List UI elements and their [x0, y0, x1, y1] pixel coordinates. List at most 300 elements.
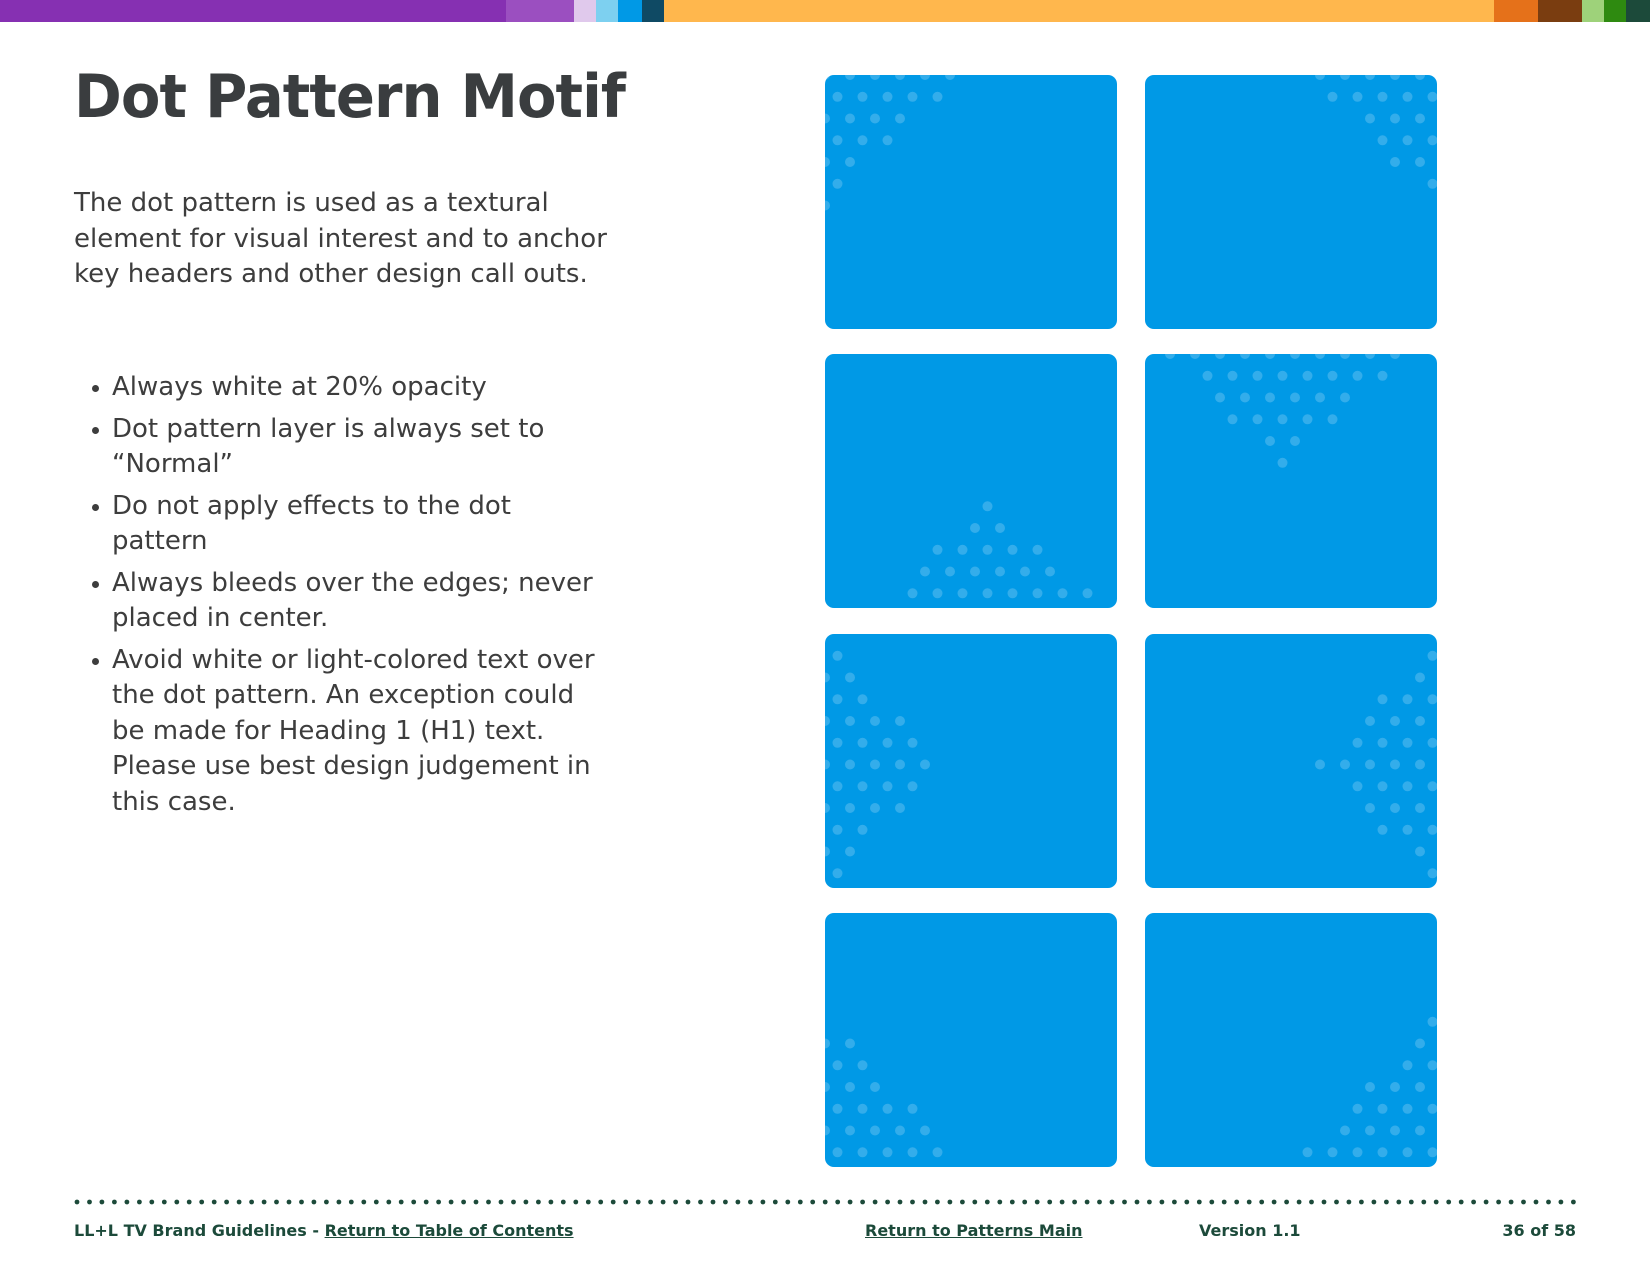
footer-dotted-divider	[74, 1198, 1576, 1206]
divider-dot	[948, 1200, 953, 1205]
pattern-dot	[1340, 1126, 1350, 1136]
pattern-dot	[895, 760, 905, 770]
divider-dot	[486, 1200, 491, 1205]
pattern-dot	[958, 588, 968, 598]
divider-dot	[1484, 1200, 1489, 1205]
pattern-dot	[1403, 738, 1413, 748]
divider-dot	[274, 1200, 279, 1205]
divider-dot	[860, 1200, 865, 1205]
pattern-dot	[1278, 371, 1288, 381]
dot-pattern-example-bottom-right	[1145, 913, 1437, 1167]
divider-dot	[598, 1200, 603, 1205]
pattern-dot	[833, 781, 843, 791]
divider-dot	[985, 1200, 990, 1205]
pattern-dot	[845, 803, 855, 813]
pattern-dot	[1340, 354, 1350, 359]
divider-dot	[436, 1200, 441, 1205]
divider-dot	[873, 1200, 878, 1205]
pattern-dot	[1033, 588, 1043, 598]
pattern-dot	[1390, 1082, 1400, 1092]
divider-dot	[361, 1200, 366, 1205]
dot-pattern-example-top-edge	[1145, 354, 1437, 608]
divider-dot	[761, 1200, 766, 1205]
color-bar-segment	[1604, 0, 1626, 22]
pattern-dot	[1378, 694, 1388, 704]
divider-dot	[1247, 1200, 1252, 1205]
pattern-dot	[1315, 393, 1325, 403]
divider-dot	[1284, 1200, 1289, 1205]
pattern-dot	[1378, 92, 1388, 102]
pattern-dot	[1315, 354, 1325, 359]
pattern-dot	[1278, 414, 1288, 424]
divider-dot	[848, 1200, 853, 1205]
footer-page-number: 36 of 58	[1502, 1221, 1576, 1240]
divider-dot	[112, 1200, 117, 1205]
pattern-dot	[908, 738, 918, 748]
divider-dot	[449, 1200, 454, 1205]
pattern-dot	[933, 545, 943, 555]
pattern-dot	[825, 1039, 830, 1049]
pattern-dot	[825, 114, 830, 124]
divider-dot	[1521, 1200, 1526, 1205]
pattern-dot	[958, 545, 968, 555]
pattern-dot	[1378, 1147, 1388, 1157]
pattern-dot	[833, 651, 843, 661]
pattern-dot	[1303, 414, 1313, 424]
dot-pattern-graphic	[1145, 913, 1437, 1167]
dot-pattern-example-right-edge	[1145, 634, 1437, 888]
divider-dot	[199, 1200, 204, 1205]
divider-dot	[1396, 1200, 1401, 1205]
pattern-dot	[833, 92, 843, 102]
pattern-dot	[825, 803, 830, 813]
dot-pattern-graphic	[1145, 75, 1437, 329]
divider-dot	[1297, 1200, 1302, 1205]
pattern-dot	[1215, 393, 1225, 403]
pattern-dot	[1315, 760, 1325, 770]
pattern-dot	[1428, 694, 1438, 704]
dot-pattern-example-bottom-left	[825, 913, 1117, 1167]
pattern-dot	[845, 760, 855, 770]
divider-dot	[623, 1200, 628, 1205]
intro-paragraph: The dot pattern is used as a textural element for visual interest and to anchor key headers and other design call outs.	[74, 188, 607, 289]
footer-brand-text: LL+L TV Brand Guidelines -	[74, 1221, 325, 1240]
pattern-dot	[883, 738, 893, 748]
divider-dot	[823, 1200, 828, 1205]
divider-dot	[1035, 1200, 1040, 1205]
pattern-dot	[845, 1039, 855, 1049]
pattern-dot	[858, 135, 868, 145]
pattern-dot	[1340, 393, 1350, 403]
divider-dot	[474, 1200, 479, 1205]
divider-dot	[673, 1200, 678, 1205]
patterns-main-link[interactable]: Return to Patterns Main	[865, 1221, 1083, 1240]
pattern-dot	[1428, 1060, 1438, 1070]
pattern-dot	[1290, 436, 1300, 446]
divider-dot	[1421, 1200, 1426, 1205]
pattern-dot	[1415, 1039, 1425, 1049]
pattern-dot	[1390, 760, 1400, 770]
pattern-dot	[1303, 1147, 1313, 1157]
pattern-dot	[825, 760, 830, 770]
pattern-dot	[1365, 114, 1375, 124]
pattern-dot	[945, 567, 955, 577]
pattern-dot	[1340, 75, 1350, 80]
pattern-dot	[1415, 75, 1425, 80]
dot-pattern-graphic	[825, 354, 1117, 608]
color-bar-segment	[1582, 0, 1604, 22]
bullet-icon	[92, 658, 99, 665]
pattern-dot	[870, 760, 880, 770]
pattern-dot	[1353, 781, 1363, 791]
divider-dot	[1372, 1200, 1377, 1205]
pattern-dot	[1378, 135, 1388, 145]
divider-dot	[785, 1200, 790, 1205]
divider-dot	[1022, 1200, 1027, 1205]
pattern-dot	[1428, 825, 1438, 835]
color-bar-segment	[574, 0, 596, 22]
pattern-dot	[895, 716, 905, 726]
pattern-dot	[1353, 1147, 1363, 1157]
pattern-dot	[858, 694, 868, 704]
divider-dot	[1122, 1200, 1127, 1205]
divider-dot	[137, 1200, 142, 1205]
divider-dot	[499, 1200, 504, 1205]
divider-dot	[1272, 1200, 1277, 1205]
pattern-dot	[1190, 354, 1200, 359]
divider-dot	[586, 1200, 591, 1205]
pattern-dot	[858, 738, 868, 748]
divider-dot	[923, 1200, 928, 1205]
divider-dot	[835, 1200, 840, 1205]
divider-dot	[1160, 1200, 1165, 1205]
pattern-dot	[870, 1126, 880, 1136]
divider-dot	[312, 1200, 317, 1205]
pattern-dot	[1278, 458, 1288, 468]
pattern-dot	[825, 673, 830, 683]
pattern-dot	[845, 1126, 855, 1136]
divider-dot	[661, 1200, 666, 1205]
toc-link[interactable]: Return to Table of Contents	[324, 1221, 574, 1240]
divider-dot	[1471, 1200, 1476, 1205]
divider-dot	[187, 1200, 192, 1205]
guideline-list	[74, 370, 614, 826]
divider-dot	[636, 1200, 641, 1205]
pattern-dot	[825, 201, 830, 211]
divider-dot	[1197, 1200, 1202, 1205]
divider-dot	[1459, 1200, 1464, 1205]
divider-dot	[1322, 1200, 1327, 1205]
dot-pattern-example-bottom-edge	[825, 354, 1117, 608]
color-bar-segment	[506, 0, 574, 22]
divider-dot	[224, 1200, 229, 1205]
pattern-dot	[1428, 651, 1438, 661]
pattern-dot	[933, 92, 943, 102]
pattern-dot	[1403, 1147, 1413, 1157]
pattern-dot	[1228, 371, 1238, 381]
bullet-icon	[92, 427, 99, 434]
divider-dot	[698, 1200, 703, 1205]
divider-dot	[125, 1200, 130, 1205]
divider-dot	[411, 1200, 416, 1205]
pattern-dot	[945, 75, 955, 80]
divider-dot	[1047, 1200, 1052, 1205]
pattern-dot	[1265, 436, 1275, 446]
dot-pattern-example-top-right	[1145, 75, 1437, 329]
divider-dot	[87, 1200, 92, 1205]
pattern-dot	[883, 1104, 893, 1114]
pattern-dot	[933, 1147, 943, 1157]
dot-pattern-example-top-left	[825, 75, 1117, 329]
pattern-dot	[1428, 135, 1438, 145]
pattern-dot	[895, 75, 905, 80]
pattern-dot	[895, 803, 905, 813]
footer-patterns	[865, 1221, 1082, 1240]
pattern-dot	[1390, 716, 1400, 726]
color-bar-segment	[664, 0, 1494, 22]
pattern-dot	[1403, 1060, 1413, 1070]
pattern-dot	[995, 523, 1005, 533]
divider-dot	[960, 1200, 965, 1205]
pattern-dot	[1415, 716, 1425, 726]
pattern-dot	[1378, 738, 1388, 748]
pattern-dot	[1240, 354, 1250, 359]
divider-dot	[386, 1200, 391, 1205]
divider-dot	[1559, 1200, 1564, 1205]
pattern-dot	[1365, 760, 1375, 770]
divider-dot	[1085, 1200, 1090, 1205]
pattern-dot	[908, 1147, 918, 1157]
divider-dot	[1571, 1200, 1576, 1205]
divider-dot	[1110, 1200, 1115, 1205]
pattern-dot	[970, 567, 980, 577]
pattern-dot	[858, 92, 868, 102]
divider-dot	[1534, 1200, 1539, 1205]
pattern-dot	[1328, 92, 1338, 102]
pattern-dot	[858, 1060, 868, 1070]
divider-dot	[1259, 1200, 1264, 1205]
pattern-dot	[1378, 371, 1388, 381]
divider-dot	[299, 1200, 304, 1205]
pattern-dot	[845, 673, 855, 683]
pattern-dot	[1415, 114, 1425, 124]
pattern-dot	[870, 75, 880, 80]
pattern-dot	[1353, 371, 1363, 381]
dot-pattern-example-left-edge	[825, 634, 1117, 888]
divider-dot	[686, 1200, 691, 1205]
pattern-dot	[883, 135, 893, 145]
pattern-dot	[825, 1126, 830, 1136]
pattern-dot	[870, 1082, 880, 1092]
divider-dot	[898, 1200, 903, 1205]
pattern-dot	[1415, 760, 1425, 770]
pattern-dot	[858, 825, 868, 835]
pattern-dot	[870, 114, 880, 124]
pattern-dot	[1428, 868, 1438, 878]
divider-dot	[75, 1200, 80, 1205]
divider-dot	[1222, 1200, 1227, 1205]
pattern-dot	[1415, 1082, 1425, 1092]
pattern-dot	[995, 567, 1005, 577]
divider-dot	[337, 1200, 342, 1205]
pattern-dot	[1215, 354, 1225, 359]
pattern-dot	[1203, 371, 1213, 381]
pattern-dot	[1415, 847, 1425, 857]
color-bar-segment	[642, 0, 664, 22]
pattern-dot	[825, 75, 830, 80]
divider-dot	[511, 1200, 516, 1205]
guideline-text: Always white at 20% opacity	[112, 372, 487, 402]
divider-dot	[1097, 1200, 1102, 1205]
pattern-dot	[1428, 179, 1438, 189]
dot-pattern-graphic	[825, 913, 1117, 1167]
guideline-text: Do not apply effects to the dot pattern	[112, 490, 511, 556]
divider-dot	[1359, 1200, 1364, 1205]
divider-dot	[748, 1200, 753, 1205]
divider-dot	[374, 1200, 379, 1205]
pattern-dot	[1353, 738, 1363, 748]
pattern-dot	[1020, 567, 1030, 577]
pattern-dot	[833, 825, 843, 835]
divider-dot	[536, 1200, 541, 1205]
pattern-dot	[908, 1104, 918, 1114]
pattern-dot	[1428, 738, 1438, 748]
pattern-dot	[983, 501, 993, 511]
divider-dot	[1060, 1200, 1065, 1205]
divider-dot	[287, 1200, 292, 1205]
pattern-dot	[1045, 567, 1055, 577]
pattern-dot	[920, 567, 930, 577]
divider-dot	[1334, 1200, 1339, 1205]
color-bar-segment	[1626, 0, 1650, 22]
pattern-dot	[833, 1060, 843, 1070]
divider-dot	[549, 1200, 554, 1205]
divider-dot	[1184, 1200, 1189, 1205]
divider-dot	[1234, 1200, 1239, 1205]
divider-dot	[1509, 1200, 1514, 1205]
pattern-dot	[1083, 588, 1093, 598]
divider-dot	[736, 1200, 741, 1205]
pattern-dot	[1253, 414, 1263, 424]
pattern-dot	[858, 1104, 868, 1114]
pattern-dot	[1008, 545, 1018, 555]
divider-dot	[1347, 1200, 1352, 1205]
divider-dot	[1135, 1200, 1140, 1205]
pattern-dot	[1378, 781, 1388, 791]
divider-dot	[810, 1200, 815, 1205]
divider-dot	[237, 1200, 242, 1205]
pattern-dot	[825, 157, 830, 167]
divider-dot	[1147, 1200, 1152, 1205]
divider-dot	[798, 1200, 803, 1205]
pattern-dot	[1403, 92, 1413, 102]
pattern-dot	[1033, 545, 1043, 555]
pattern-dot	[1428, 92, 1438, 102]
bullet-icon	[92, 581, 99, 588]
footer-brand	[74, 1221, 574, 1240]
pattern-dot	[1303, 371, 1313, 381]
pattern-dot	[1403, 135, 1413, 145]
pattern-dot	[883, 1147, 893, 1157]
pattern-dot	[1415, 673, 1425, 683]
pattern-dot	[1365, 716, 1375, 726]
pattern-dot	[1008, 588, 1018, 598]
pattern-dot	[895, 1126, 905, 1136]
pattern-dot	[1428, 1147, 1438, 1157]
pattern-dot	[1403, 1104, 1413, 1114]
dot-pattern-graphic	[1145, 634, 1437, 888]
pattern-dot	[1390, 1126, 1400, 1136]
guideline-item	[74, 370, 614, 406]
divider-dot	[910, 1200, 915, 1205]
dot-pattern-graphic	[1145, 354, 1437, 608]
divider-dot	[573, 1200, 578, 1205]
pattern-dot	[920, 1126, 930, 1136]
divider-dot	[399, 1200, 404, 1205]
pattern-dot	[845, 75, 855, 80]
pattern-dot	[845, 157, 855, 167]
pattern-dot	[1228, 414, 1238, 424]
pattern-dot	[1428, 1017, 1438, 1027]
pattern-dot	[833, 738, 843, 748]
pattern-dot	[1365, 75, 1375, 80]
pattern-dot	[895, 114, 905, 124]
pattern-dot	[1253, 371, 1263, 381]
pattern-dot	[845, 716, 855, 726]
divider-dot	[149, 1200, 154, 1205]
color-bar-segment	[618, 0, 642, 22]
divider-dot	[935, 1200, 940, 1205]
divider-dot	[212, 1200, 217, 1205]
pattern-dot	[833, 868, 843, 878]
divider-dot	[1546, 1200, 1551, 1205]
divider-dot	[723, 1200, 728, 1205]
divider-dot	[773, 1200, 778, 1205]
pattern-dot	[1265, 354, 1275, 359]
page-title: Dot Pattern Motif	[74, 62, 626, 132]
divider-dot	[1384, 1200, 1389, 1205]
pattern-dot	[1058, 588, 1068, 598]
pattern-dot	[1290, 393, 1300, 403]
footer-version: Version 1.1	[1199, 1221, 1301, 1240]
bullet-icon	[92, 504, 99, 511]
pattern-dot	[1415, 1126, 1425, 1136]
pattern-dot	[920, 75, 930, 80]
pattern-dot	[1415, 157, 1425, 167]
pattern-dot	[833, 1147, 843, 1157]
guideline-text: Avoid white or light-colored text over the dot pattern. An exception could be made for Heading 1 (H1) text. Please use best design judgement in this case.	[112, 644, 595, 817]
pattern-dot	[983, 588, 993, 598]
pattern-dot	[845, 847, 855, 857]
divider-dot	[1172, 1200, 1177, 1205]
pattern-dot	[1390, 803, 1400, 813]
guideline-item	[74, 566, 614, 637]
guideline-text: Dot pattern layer is always set to “Normal”	[112, 413, 545, 479]
color-bar-segment	[596, 0, 618, 22]
pattern-dot	[933, 588, 943, 598]
pattern-dot	[858, 781, 868, 791]
guideline-item	[74, 489, 614, 560]
pattern-dot	[1390, 114, 1400, 124]
divider-dot	[249, 1200, 254, 1205]
dot-pattern-graphic	[825, 75, 1117, 329]
pattern-dot	[1403, 781, 1413, 791]
pattern-dot	[1390, 75, 1400, 80]
divider-dot	[1209, 1200, 1214, 1205]
guideline-item	[74, 412, 614, 483]
divider-dot	[1072, 1200, 1077, 1205]
divider-dot	[711, 1200, 716, 1205]
